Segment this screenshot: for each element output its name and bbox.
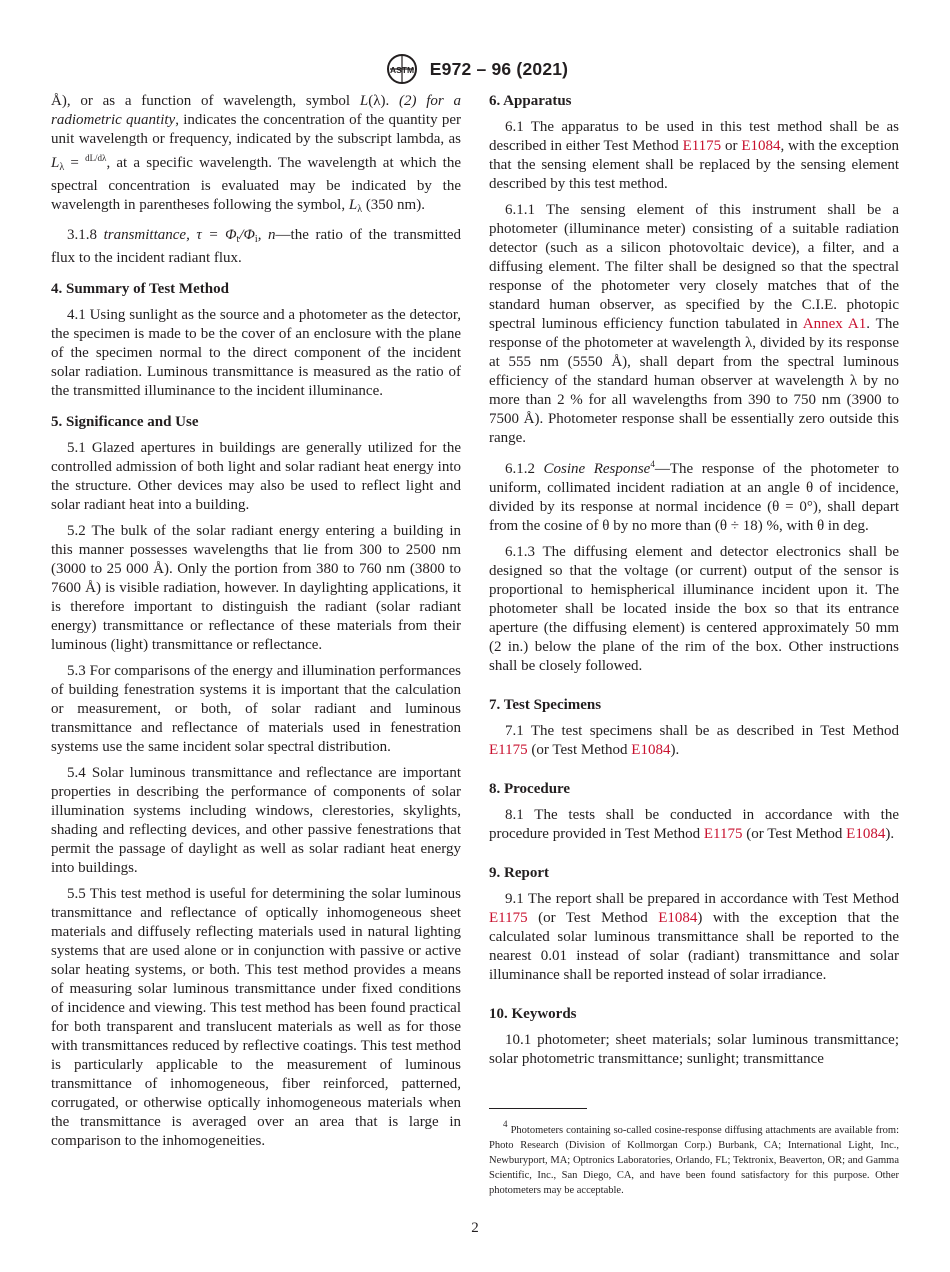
paragraph-5-3: 5.3 For comparisons of the energy and illumination performances of building fenestration systems it is important that the calculation or measurement, or both, of solar radiant and luminous transmittance and reflectance of materials used in fenestration systems use the same incident solar spectral distribution. (51, 663, 461, 755)
page-header (0, 52, 950, 86)
footnote-ref-4[interactable]: 4 (650, 459, 655, 469)
link-e1084[interactable]: E1084 (741, 138, 781, 154)
paragraph-10-1: 10.1 photometer; sheet materials; solar luminous transmittance; solar photometric transmittance; sunlight; transmittance (489, 1032, 899, 1067)
svg-text:ASTM: ASTM (389, 65, 414, 75)
paragraph-6-1-3: 6.1.3 The diffusing element and detector electronics shall be designed so that the voltage (or current) output of the sensor is proportional to hemispherical illuminance incident upon it. The photometer shall be located inside the box so that its entrance aperture (the diffusing element) is centered approximately 50 mm (2 in.) below the plane of the rim of the box. Other instructions shall be closely followed. (489, 544, 899, 674)
paragraph-3-1-8: 3.1.8 transmittance, $\tau = \Phi_t/\Phi_i$, n—the ratio of the transmitted flux to the incident radiant flux. (51, 227, 462, 266)
link-e1084[interactable]: E1084 (631, 742, 671, 758)
paragraph-5-5: 5.5 This test method is useful for determining the solar luminous transmittance and reflectance of optically inhomogeneous sheet materials and diffusely reflecting materials used in natural lighting systems that are used alone or in conjunction with passive or active solar heating systems, or both. This test method provides a means of measuring solar luminous transmittance under fixed conditions of incidence and viewing. This test method has been found practical for both transparent and translucent materials as well as for those with transmittances reduced by reflective coatings. This test method is particularly applicable to the measurement of luminous transmittance of inhomogeneous, fiber reinforced, patterned, corrugated, or otherwise optically inhomogeneous materials when the transmittance is averaged over an area that is large in comparison to the inhomogeneities. (51, 886, 461, 1149)
paragraph-7-1: 7.1 The test specimens shall be as described in Test Method E1175 (or Test Method E1084). (489, 723, 899, 758)
left-column (51, 92, 461, 1158)
paragraph-9-1: 9.1 The report shall be prepared in accordance with Test Method E1175 (or Test Method E1084) with the exception that the calculated solar luminous transmittance shall be reported to the nearest 0.01 instead of solar (radiant) transmittance and solar illuminance shall be reported instead of solar irradiance. (489, 891, 899, 983)
footnote-4: 4 Photometers containing so-called cosine-response diffusing attachments are available from: Photo Research (Division of Kollmorgan Corp.) Burbank, CA; International Light, Inc., Newburyport, MA; Optronics Laboratories, Orlando, FL; Tektronix, Beaverton, OR; and Gamma Scientific, Inc., San Diego, CA, and have been found satisfactory for this purpose. Other photometers may be acceptable. (489, 1119, 899, 1196)
paragraph-4-1: 4.1 Using sunlight as the source and a photometer as the detector, the specimen is made to be the cover of an enclosure with the plane of the specimen normal to the direct component of the incident solar radiation. Luminous transmittance is measured as the ratio of the transmitted illuminance to the incident illuminance. (51, 307, 461, 399)
paragraph-6-1-1: 6.1.1 The sensing element of this instrument shall be a photometer (illuminance meter) consisting of a suitable radiation detector (such as a silicon photovoltaic device), a filter, and a diffusing element. The filter shall be designed so that the spectral response of the photometer very closely matches that of the standard human observer, as specified by the C.I.E. photopic spectral luminous efficiency function tabulated in Annex A1. The response of the photometer at wavelength λ, divided by its response at 555 nm (5550 Å), shall depart from the spectral luminous efficiency of the standard human observer at wavelength λ by no more than 2 % for all wavelengths from 390 to 750 nm (3900 to 7500 Å). Photometer response shall be essentially zero outside this range. (489, 202, 899, 446)
paragraph-8-1: 8.1 The tests shall be conducted in accordance with the procedure provided in Test Method E1175 (or Test Method E1084). (489, 807, 899, 842)
section-heading-9: 9. Report (489, 865, 549, 881)
paragraph-5-4: 5.4 Solar luminous transmittance and reflectance are important properties in describing the performance of components of solar illumination systems including windows, clerestories, skylights, shading and reflecting devices, and other passive fenestrations that permit the passage of daylight as well as solar radiant heat energy into buildings. (51, 765, 461, 876)
section-heading-8: 8. Procedure (489, 781, 571, 797)
paragraph-6-1-2: 6.1.2 Cosine Response$^4$—The response of the photometer to uniform, collimated incident radiation at an angle θ of incidence, divided by its response at normal incidence (θ = 0°), shall depart from the cosine of θ by no more than (θ ÷ 18) %, with θ in deg. (489, 459, 900, 534)
link-e1175[interactable]: E1175 (489, 742, 528, 758)
link-e1084[interactable]: E1084 (658, 910, 698, 926)
paragraph-5-2: 5.2 The bulk of the solar radiant energy entering a building in this manner possesses wavelengths that lie from 300 to 2500 nm (3000 to 25 000 Å). Only the portion from 380 to 760 nm (3800 to 7600 Å) is visible radiation, however. In daylighting applications, it is therefore important to distinguish the radiant (solar radiant energy) transmittance or reflectance of these materials from their luminous (light) transmittance or reflectance. (51, 523, 461, 653)
right-column (489, 92, 899, 1076)
section-heading-7: 7. Test Specimens (489, 697, 602, 713)
page-number: 2 (471, 1220, 479, 1236)
paragraph-6-1: 6.1 The apparatus to be used in this test method shall be as described in either Test Method E1175 or E1084, with the exception that the sensing element shall be replaced by the sensing element described by this test method. (489, 119, 899, 192)
astm-logo-icon (382, 53, 422, 85)
link-e1175[interactable]: E1175 (682, 138, 722, 154)
paragraph-5-1: 5.1 Glazed apertures in buildings are generally utilized for the controlled admission of both light and solar radiant heat energy into the structure. Other devices may also be used to reflect light and solar radiant heat into a building. (51, 440, 461, 513)
section-heading-5: 5. Significance and Use (51, 414, 199, 430)
link-e1084[interactable]: E1084 (846, 826, 886, 842)
section-heading-6: 6. Apparatus (489, 93, 572, 109)
paragraph-3-1-7-continued: Å), or as a function of wavelength, symbol L(λ). (2) for a radiometric quantity, indicates the concentration of the quantity per unit wavelength or frequency, indicated by the subscript lambda, as $L_\lambda = ^{dL/d\lambda}$, at a specific wavelength. The wavelength at which the spectral concentration is evaluated may be indicated by the wavelength in parentheses following the symbol, $L_\lambda$ (350 nm). (51, 93, 461, 215)
section-heading-10: 10. Keywords (489, 1006, 577, 1022)
link-e1175[interactable]: E1175 (703, 826, 743, 842)
link-e1175[interactable]: E1175 (489, 910, 528, 926)
link-annex-a1[interactable]: Annex A1 (802, 316, 867, 332)
footnote-divider (489, 1108, 587, 1109)
section-heading-4: 4. Summary of Test Method (51, 281, 229, 297)
document-designation: E972 – 96 (2021) (429, 58, 569, 79)
